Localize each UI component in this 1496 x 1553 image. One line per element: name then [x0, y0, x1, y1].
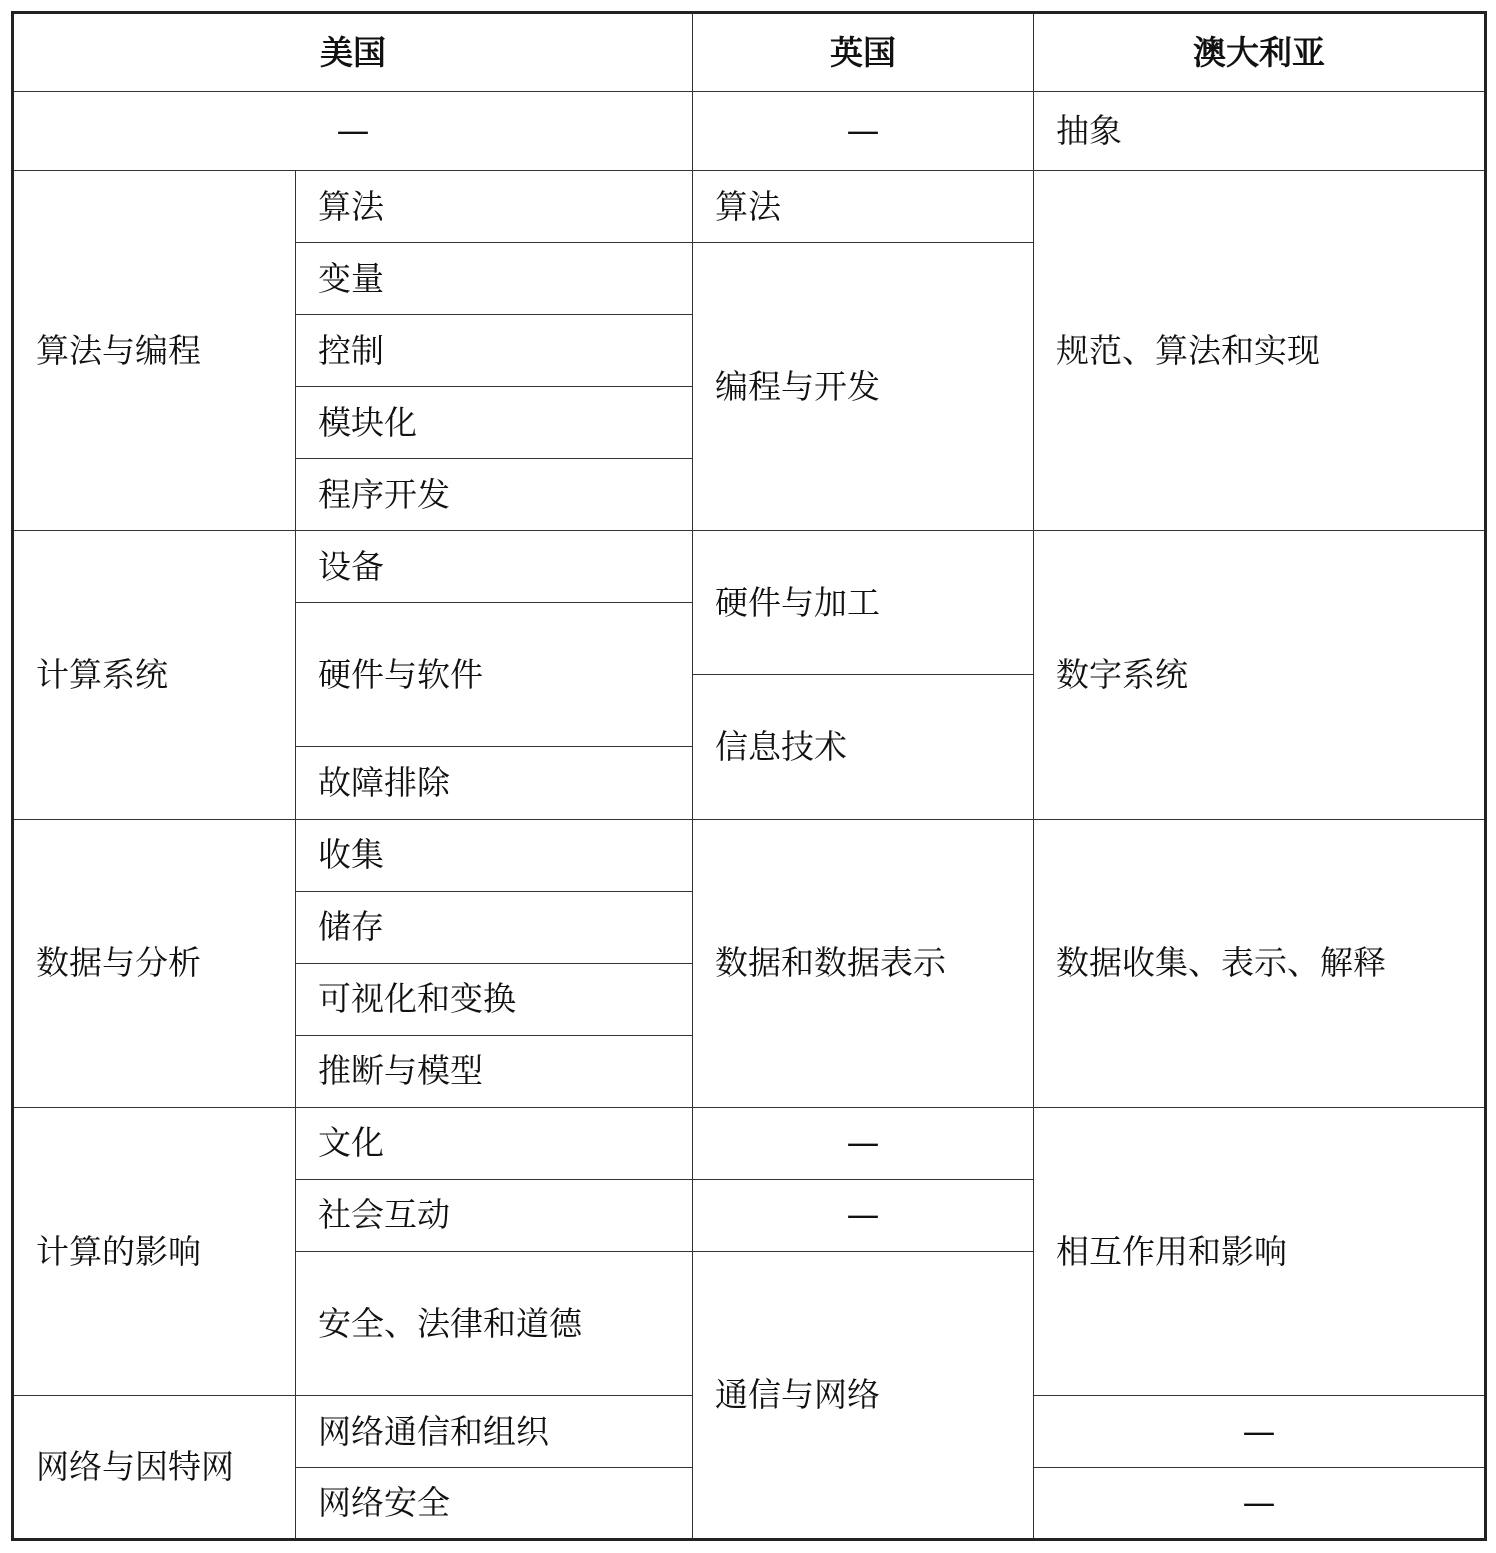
cell-au-algo: 规范、算法和实现	[1034, 171, 1486, 531]
cell-uk: —	[693, 1107, 1034, 1179]
cell-au-abstract: 抽象	[1034, 92, 1486, 171]
cell-uk: 算法	[693, 171, 1034, 243]
cell-us-sub: 储存	[296, 891, 693, 963]
header-au: 澳大利亚	[1034, 13, 1486, 92]
cell-us-area-data: 数据与分析	[13, 819, 296, 1107]
cell-us-sub: 网络通信和组织	[296, 1395, 693, 1467]
header-row	[13, 13, 1486, 92]
cell-us-sub: 设备	[296, 531, 693, 603]
cell-us-area-algo: 算法与编程	[13, 171, 296, 531]
table-row	[13, 531, 1486, 603]
header-uk: 英国	[693, 13, 1034, 92]
cell-us-sub: 算法	[296, 171, 693, 243]
cell-us-area-network: 网络与因特网	[13, 1395, 296, 1539]
cell-us-area-impact: 计算的影响	[13, 1107, 296, 1395]
cell-us-abstract: —	[13, 92, 693, 171]
cell-uk-network: 通信与网络	[693, 1251, 1034, 1539]
cell-us-sub: 程序开发	[296, 459, 693, 531]
cell-au-impact: 相互作用和影响	[1034, 1107, 1486, 1395]
cell-us-sub: 社会互动	[296, 1179, 693, 1251]
cell-us-sub: 控制	[296, 315, 693, 387]
cell-us-sub: 推断与模型	[296, 1035, 693, 1107]
cell-au-data: 数据收集、表示、解释	[1034, 819, 1486, 1107]
curriculum-comparison-table	[11, 11, 1487, 1541]
cell-au: —	[1034, 1395, 1486, 1467]
cell-uk: 信息技术	[693, 675, 1034, 819]
cell-au-system: 数字系统	[1034, 531, 1486, 819]
table-row	[13, 92, 1486, 171]
cell-us-sub: 变量	[296, 243, 693, 315]
cell-au: —	[1034, 1467, 1486, 1539]
cell-us-sub: 文化	[296, 1107, 693, 1179]
cell-us-sub: 模块化	[296, 387, 693, 459]
cell-uk: 数据和数据表示	[693, 819, 1034, 1107]
cell-us-sub: 可视化和变换	[296, 963, 693, 1035]
cell-us-sub: 故障排除	[296, 747, 693, 819]
header-us: 美国	[13, 13, 693, 92]
cell-us-sub: 硬件与软件	[296, 603, 693, 747]
cell-us-sub: 网络安全	[296, 1467, 693, 1539]
cell-us-sub: 收集	[296, 819, 693, 891]
cell-uk-abstract: —	[693, 92, 1034, 171]
cell-us-area-system: 计算系统	[13, 531, 296, 819]
table-row	[13, 819, 1486, 891]
cell-us-sub: 安全、法律和道德	[296, 1251, 693, 1395]
cell-uk: —	[693, 1179, 1034, 1251]
table-row	[13, 171, 1486, 243]
table-row	[13, 1107, 1486, 1179]
cell-uk: 硬件与加工	[693, 531, 1034, 675]
cell-uk: 编程与开发	[693, 243, 1034, 531]
